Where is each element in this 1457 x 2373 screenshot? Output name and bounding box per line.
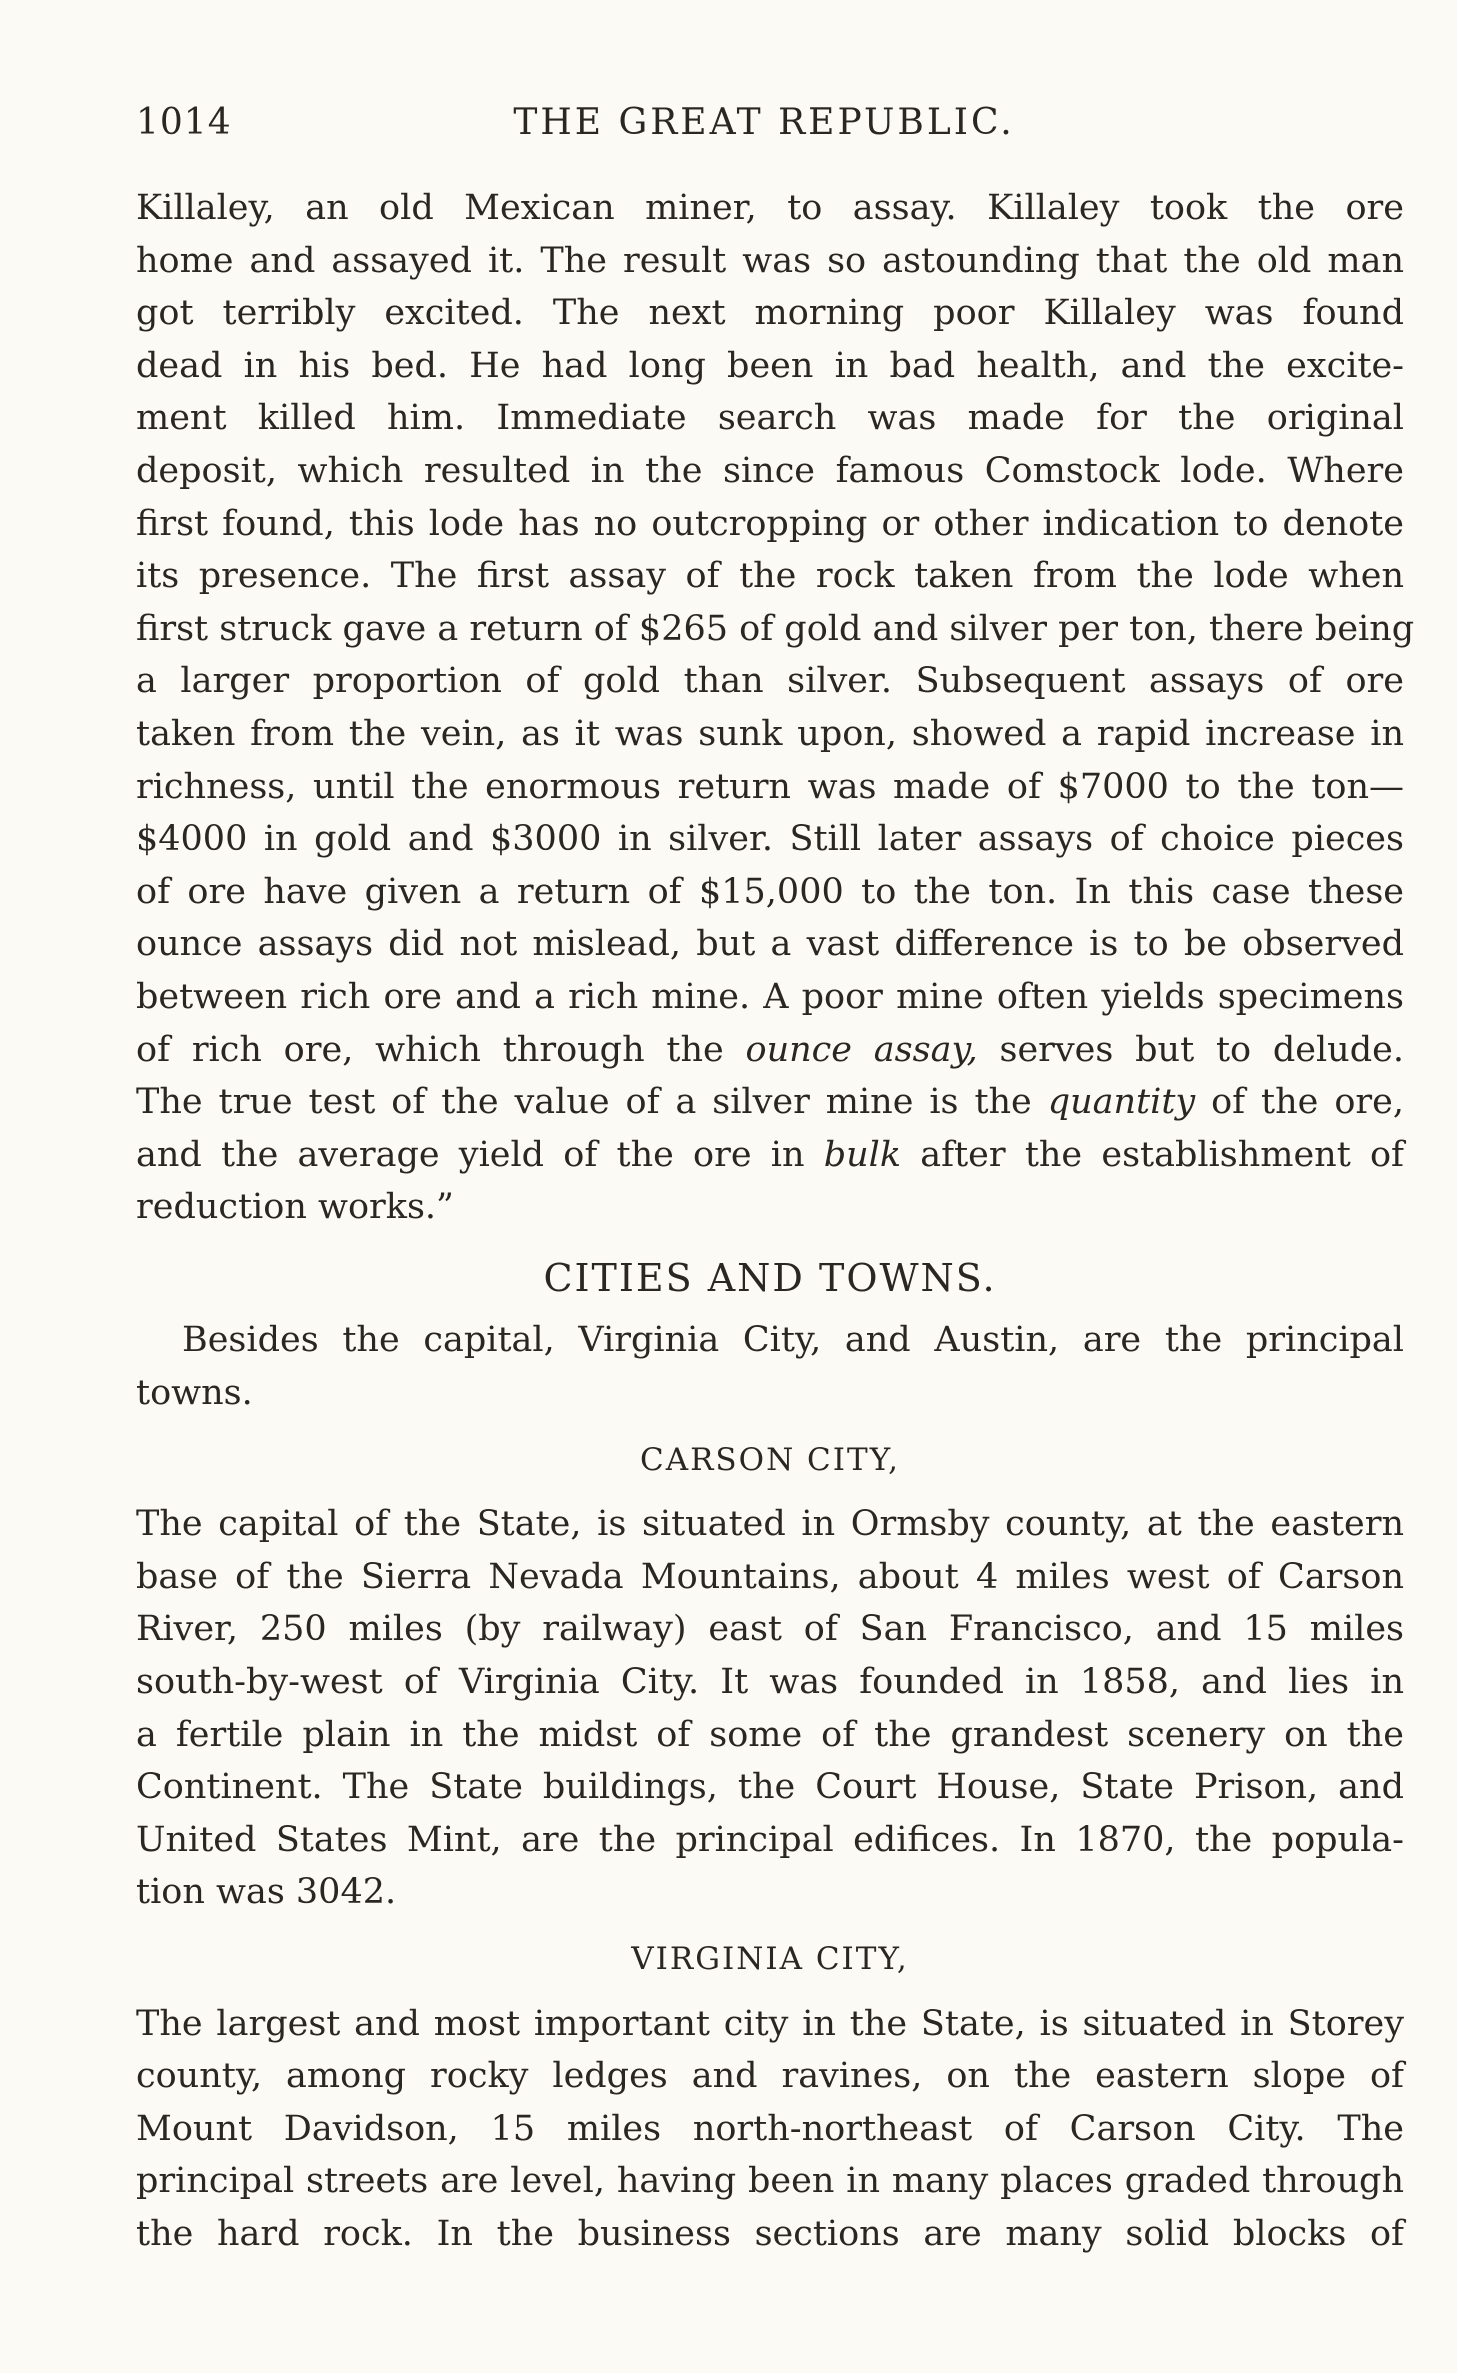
text-line: county, among rocky ledges and ravines, on the eastern slope of	[136, 2056, 1404, 2097]
text-line: home and assayed it. The result was so astounding that the old man	[136, 240, 1404, 281]
text-run: after the establishment of	[920, 1134, 1404, 1175]
text-run: serves but to delude.	[999, 1029, 1404, 1070]
text-line: principal streets are level, having been in many places graded through	[136, 2161, 1404, 2202]
text-line: reduction works.”	[136, 1187, 454, 1228]
running-head	[136, 102, 1392, 152]
text-line	[136, 1024, 1404, 1077]
paragraph-carson-city	[136, 1498, 1404, 1919]
text-line: ounce assays did not mislead, but a vast difference is to be observed	[136, 924, 1404, 965]
text-line: Killaley, an old Mexican miner, to assay. Killaley took the ore	[136, 188, 1404, 228]
text-line: $4000 in gold and $3000 in silver. Still later assays of choice pieces	[136, 819, 1404, 860]
text-line: dead in his bed. He had long been in bad health, and the excite-	[136, 345, 1404, 386]
section-heading-cities-and-towns: CITIES AND TOWNS.	[543, 1255, 997, 1300]
text-line: the hard rock. In the business sections are many solid blocks of	[136, 2213, 1404, 2254]
text-line: The capital of the State, is situated in Ormsby county, at the eastern	[136, 1504, 1404, 1545]
running-title: THE GREAT REPUBLIC.	[513, 102, 1015, 143]
page-number: 1014	[136, 102, 232, 143]
text-line: Mount Davidson, 15 miles north-northeast of Carson City. The	[136, 2108, 1404, 2149]
text-line: base of the Sierra Nevada Mountains, about 4 miles west of Carson	[136, 1556, 1404, 1597]
text-line	[136, 1129, 1404, 1182]
subheading-virginia-city: VIRGINIA CITY,	[631, 1941, 909, 1977]
text-line: Besides the capital, Virginia City, and Austin, are the principal	[182, 1320, 1404, 1361]
italic-text: bulk	[823, 1134, 902, 1175]
text-line: deposit, which resulted in the since famous Comstock lode. Where	[136, 450, 1404, 491]
text-line: tion was 3042.	[136, 1872, 397, 1913]
text-line: a larger proportion of gold than silver. Subsequent assays of ore	[136, 661, 1404, 702]
text-line: first found, this lode has no outcropping or other indication to denote	[136, 503, 1404, 544]
text-run: of the ore,	[1211, 1082, 1404, 1123]
text-line: first struck gave a return of $265 of gold and silver per ton, there being	[136, 608, 1415, 649]
text-line: richness, until the enormous return was made of $7000 to the ton—	[136, 766, 1404, 807]
text-line: River, 250 miles (by railway) east of San Francisco, and 15 miles	[136, 1609, 1404, 1650]
text-line: towns.	[136, 1373, 253, 1414]
paragraph-virginia-city	[136, 1998, 1404, 2261]
text-line	[136, 1076, 1404, 1129]
text-line: taken from the vein, as it was sunk upon, showed a rapid increase in	[136, 713, 1404, 754]
text-line: United States Mint, are the principal edifices. In 1870, the popula-	[136, 1819, 1404, 1860]
text-line: got terribly excited. The next morning poor Killaley was found	[136, 293, 1404, 334]
text-run: and the average yield of the ore in	[136, 1134, 805, 1175]
text-run: of rich ore, which through the	[136, 1029, 724, 1070]
text-line: ment killed him. Immediate search was made for the original	[136, 398, 1404, 439]
text-run: The true test of the value of a silver mine is the	[136, 1082, 1032, 1123]
text-line: between rich ore and a rich mine. A poor mine often yields specimens	[136, 976, 1404, 1017]
text-column	[136, 182, 1415, 2261]
text-line: its presence. The first assay of the rock taken from the lode when	[136, 556, 1404, 597]
text-line: a fertile plain in the midst of some of the grandest scenery on the	[136, 1714, 1404, 1755]
paragraph-comstock	[136, 182, 1415, 1234]
italic-text: ounce assay,	[745, 1029, 978, 1070]
paragraph-principal-towns	[136, 1314, 1404, 1419]
italic-text: quantity	[1047, 1082, 1196, 1123]
text-line: Continent. The State buildings, the Court House, State Prison, and	[136, 1767, 1404, 1808]
subheading-carson-city: CARSON CITY,	[639, 1441, 901, 1478]
text-line: of ore have given a return of $15,000 to the ton. In this case these	[136, 871, 1404, 912]
text-line: south-by-west of Virginia City. It was founded in 1858, and lies in	[136, 1662, 1404, 1703]
text-line: The largest and most important city in the State, is situated in Storey	[136, 2003, 1404, 2044]
